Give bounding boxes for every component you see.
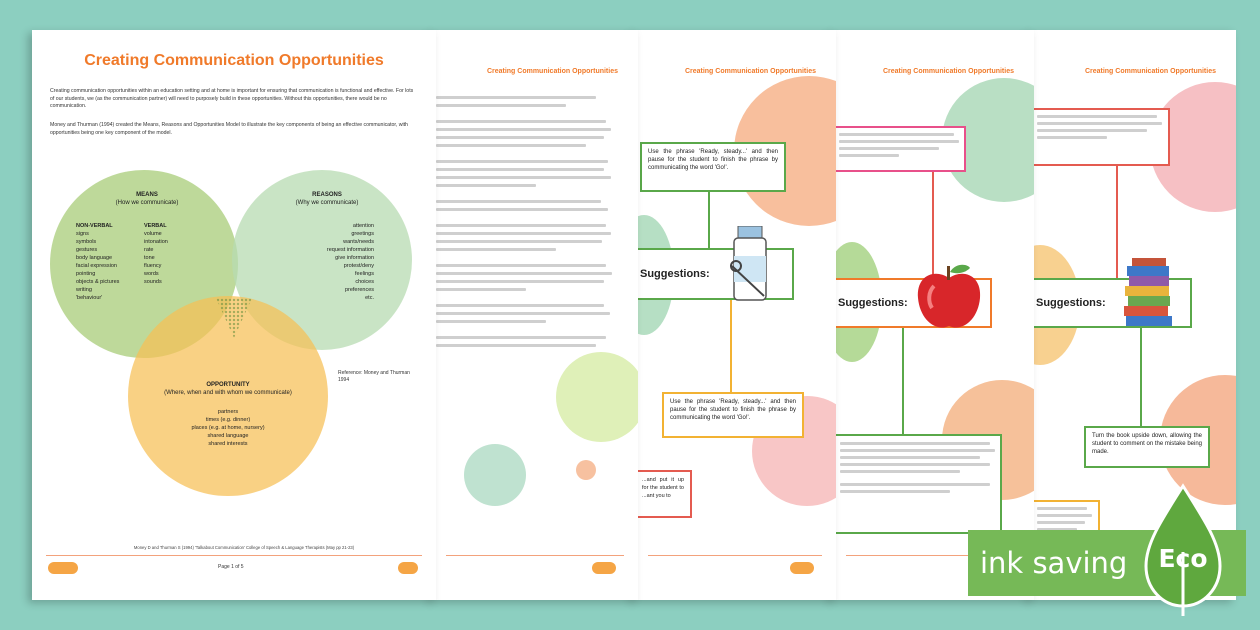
eco-label: Eco [1158,544,1208,573]
orange-logo-icon [790,562,814,574]
list-item: etc. [365,295,374,301]
list-item: objects & pictures [76,279,120,285]
list-item: sounds [144,279,162,285]
orange-logo-icon [48,562,78,574]
page-2-preview[interactable] [432,30,638,600]
list-item: facial expression [76,263,117,269]
decor-circle [556,352,638,442]
footer-line [648,555,822,556]
list-item: preferences [344,287,374,293]
nonverbal-list [76,222,146,302]
list-item: symbols [76,239,97,245]
list-item: places (e.g. at home, nursery) [191,425,265,431]
connector-line [1116,166,1118,278]
means-label [92,192,202,207]
list-item: shared interests [208,441,248,447]
instruction-text: Use the phrase 'Ready, steady...' and then pause for the student to finish the phrase by communicating the word 'Go!'. [648,149,778,171]
list-item: attention [352,223,374,229]
footer-line [46,555,422,556]
bottle-icon [730,226,770,302]
instruction-text: Use the phrase 'Ready, steady...' and then pause for the student to finish the phrase by communicating the word 'Go!'. [670,399,796,421]
instruction-box [832,434,1002,534]
nonverbal-heading: NON-VERBAL [76,223,113,229]
footer-line [446,555,624,556]
means-subtitle: (How we communicate) [115,199,179,206]
leaf-icon [1142,482,1224,618]
page-header: Creating Communication Opportunities [1084,68,1216,75]
list-item: writing [76,287,92,293]
list-item: body language [76,255,113,261]
page-1-preview[interactable] [32,30,436,600]
suggestions-label: Suggestions: [640,268,710,280]
intro-paragraph: Money and Thurman (1994) created the Means, Reasons and Opportunities Model to illustrate the key components of being an effective communicator, with opportunities being one key component of the model. [50,122,408,136]
instruction-box [634,470,692,518]
connector-line [902,328,904,434]
suggestions-label: Suggestions: [838,297,908,309]
page-number: Page 1 of 5 [218,564,244,570]
reasons-subtitle: (Why we communicate) [295,199,359,206]
list-item: signs [76,231,89,237]
list-item: choices [355,279,374,285]
list-item: greetings [351,231,374,237]
suggestions-label: Suggestions: [1036,297,1106,309]
instruction-text: ...and put it up for the student to ...ant you to [642,477,684,499]
list-item: protest/deny [343,263,374,269]
reference-note: Reference: Money and Thurman 1994 [338,370,410,383]
orange-logo-icon [592,562,616,574]
list-item: fluency [144,263,162,269]
instruction-text: Turn the book upside down, allowing the student to comment on the mistake being made. [1092,433,1202,455]
reasons-title: REASONS [312,192,342,198]
instruction-box [640,142,786,192]
verbal-heading: VERBAL [144,223,167,229]
apple-icon [912,260,986,334]
instruction-box [832,126,966,172]
opportunity-subtitle: (Where, when and with whom we communicate) [164,389,292,396]
list-item: shared language [207,433,249,439]
page-3-preview[interactable] [634,30,836,600]
ink-saving-label: ink saving [980,546,1128,580]
connector-line [708,192,710,248]
opportunity-list [172,408,284,448]
suggestions-box [634,248,794,300]
intro-paragraph: Creating communication opportunities within an education setting and at home is important for ensuring that communication is functional and effective. For lots of our students, we (as the communication partner) will need to purposely build in these opportunities. Without this opportunities, there would be no communication. [50,88,414,110]
footer-reference: Money D and Thurman S (1994) 'Talkabout Communication' College of Speech & Language Therapists (May pp 21-23) [133,545,355,550]
list-item: words [144,271,159,277]
instruction-box [662,392,804,438]
page-header: Creating Communication Opportunities [684,68,816,75]
list-item: wants/needs [343,239,374,245]
list-item: partners [217,409,239,415]
list-item: give information [335,255,374,261]
list-item: 'behaviour' [76,295,103,301]
means-title: MEANS [136,192,158,198]
page-title: Creating Communication Opportunities [84,52,384,69]
orange-logo-icon [398,562,418,574]
opportunity-label [132,382,324,397]
opportunity-title: OPPORTUNITY [206,382,250,388]
decor-circle [464,444,526,506]
list-item: rate [144,247,154,253]
list-item: times (e.g. dinner) [205,417,251,423]
instruction-box [1084,426,1210,468]
reasons-list [302,222,374,302]
connector-line [1140,328,1142,426]
list-item: intonation [144,239,168,245]
list-item: volume [144,231,162,237]
books-icon [1120,258,1176,328]
list-item: request information [326,247,374,253]
instruction-box [1030,108,1170,166]
page-header: Creating Communication Opportunities [882,68,1014,75]
decor-circle [576,460,596,480]
list-item: gestures [76,247,98,253]
list-item: feelings [355,271,374,277]
reasons-label [262,192,392,207]
connector-line [730,300,732,392]
page-4-preview[interactable] [832,30,1034,600]
list-item: tone [144,255,155,261]
page-header: Creating Communication Opportunities [486,68,618,75]
list-item: pointing [76,271,96,277]
verbal-list [144,222,194,286]
